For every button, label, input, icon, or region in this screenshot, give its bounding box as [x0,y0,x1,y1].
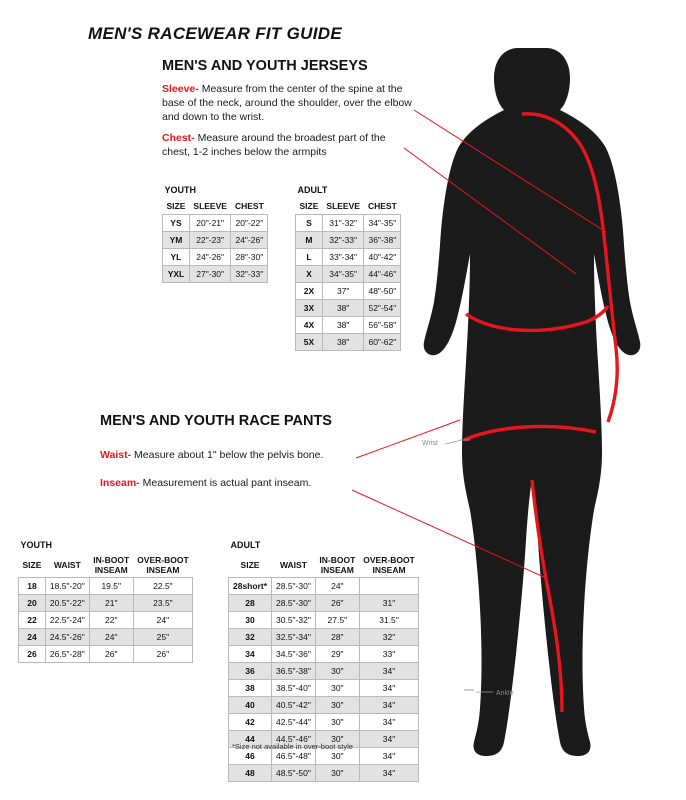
table-cell: 22"-23" [189,232,231,249]
table-cell: 31" [359,595,418,612]
table-column-header: OVER-BOOT INSEAM [363,555,415,575]
jerseys-section-title: MEN'S AND YOUTH JERSEYS [162,58,368,74]
note-inseam [100,476,390,490]
table-row [229,578,419,595]
note-chest-text: Measure around the broadest part of the chest, 1-2 inches below the armpits [162,132,386,158]
table-row [229,697,419,714]
table-cell: 22.5"-24" [45,612,89,629]
note-waist-keyword: Waist- [100,449,132,461]
table-cell-size: L [296,249,323,266]
table-cell: 31"-32" [322,215,364,232]
note-sleeve [162,82,422,124]
table-cell: 34"-35" [364,215,401,232]
table-cell-size: 36 [229,663,272,680]
callout-label-ankle: Ankle [496,690,514,697]
table-cell: 18.5"-20" [45,578,89,595]
table-column-header: OVER-BOOT INSEAM [137,555,189,575]
table-row [163,249,268,266]
table-row [229,612,419,629]
table-column-header: SIZE [22,560,42,570]
table-cell: 32"-33" [231,266,268,283]
table-row [229,680,419,697]
note-chest [162,131,410,159]
table-group-label: ADULT [230,540,261,550]
table-cell: 60"-62" [364,334,401,351]
table-row [163,215,268,232]
table-cell: 36"-38" [364,232,401,249]
table-row [296,300,401,317]
table-column-header: WAIST [53,560,81,570]
table-cell-size: 46 [229,748,272,765]
table-cell: 30" [315,748,359,765]
table-cell-size: M [296,232,323,249]
table-cell-size: 26 [19,646,46,663]
table-column-header: IN-BOOT INSEAM [93,555,130,575]
table-cell-size: YS [163,215,190,232]
table-group-label: YOUTH [164,185,196,195]
table-cell-size: 24 [19,629,46,646]
table-cell: 42.5"-44" [272,714,316,731]
table-cell: 26" [133,646,192,663]
note-sleeve-keyword: Sleeve- [162,83,199,95]
table-cell: 26.5"-28" [45,646,89,663]
table-cell: 27"-30" [189,266,231,283]
table-cell: 38" [322,300,364,317]
table-cell: 40"-42" [364,249,401,266]
table-cell: 33" [359,646,418,663]
table-cell: 34" [359,714,418,731]
table-row [296,317,401,334]
table-cell: 30" [315,765,359,782]
table-row [296,249,401,266]
table-adult-jersey [295,182,401,351]
table-cell: 28" [315,629,359,646]
table-cell: 46.5"-48" [272,748,316,765]
note-waist [100,448,390,462]
table-cell: 25" [133,629,192,646]
table-cell: 38" [322,317,364,334]
table-cell: 37" [322,283,364,300]
table-group-label: YOUTH [20,540,52,550]
note-inseam-text: Measurement is actual pant inseam. [139,477,312,489]
pants-section-title: MEN'S AND YOUTH RACE PANTS [100,413,332,429]
table-cell: 32.5"-34" [272,629,316,646]
table-cell: 34.5"-36" [272,646,316,663]
table-cell: 20.5"-22" [45,595,89,612]
table-column-header: CHEST [234,201,264,211]
table-row [296,283,401,300]
table-cell-size: 20 [19,595,46,612]
table-row [19,612,193,629]
table-cell: 24" [133,612,192,629]
table-cell: 48"-50" [364,283,401,300]
table-cell: 44"-46" [364,266,401,283]
table-row [229,765,419,782]
table-cell: 20"-21" [189,215,231,232]
table-cell: 24.5"-26" [45,629,89,646]
table-cell-size: 40 [229,697,272,714]
note-inseam-keyword: Inseam- [100,477,140,489]
table-cell: 44.5"-46" [272,731,316,748]
note-waist-text: Measure about 1" below the pelvis bone. [131,449,324,461]
table-cell-size: YXL [163,266,190,283]
table-row [296,334,401,351]
table-cell: 34" [359,765,418,782]
table-cell: 32"-33" [322,232,364,249]
table-cell: 31.5" [359,612,418,629]
table-cell: 27.5" [315,612,359,629]
table-cell: 34" [359,697,418,714]
table-column-header: SIZE [166,201,186,211]
table-cell: 34" [359,748,418,765]
table-cell: 30" [315,731,359,748]
table-cell: 34"-35" [322,266,364,283]
table-cell-size: 38 [229,680,272,697]
table-cell: 26" [315,595,359,612]
table-cell-size: 32 [229,629,272,646]
table-cell-size: S [296,215,323,232]
table-cell: 28.5"-30" [272,578,316,595]
note-sleeve-text: Measure from the center of the spine at the base of the neck, around the shoulder, over the elbow and down to the wrist. [162,83,412,123]
table-cell-size: YL [163,249,190,266]
table-cell-size: 3X [296,300,323,317]
table-column-header: SIZE [240,560,260,570]
table-cell: 30" [315,697,359,714]
table-cell: 24"-26" [189,249,231,266]
table-row [296,215,401,232]
table-cell: 33"-34" [322,249,364,266]
table-column-header: CHEST [367,201,397,211]
table-group-label: ADULT [297,185,328,195]
table-cell: 24"-26" [231,232,268,249]
table-cell: 34" [359,731,418,748]
table-cell: 19.5" [89,578,133,595]
table-cell: 28"-30" [231,249,268,266]
page-title: MEN'S RACEWEAR FIT GUIDE [88,24,342,43]
table-cell: 21" [89,595,133,612]
table-youth-jersey [162,182,268,283]
table-cell: 36.5"-38" [272,663,316,680]
table-column-header: SIZE [299,201,319,211]
table-column-header: SLEEVE [326,201,360,211]
table-row [19,578,193,595]
table-cell: 30" [315,663,359,680]
table-cell: 30.5"-32" [272,612,316,629]
table-cell: 56"-58" [364,317,401,334]
table-cell-size: 18 [19,578,46,595]
table-cell: 29" [315,646,359,663]
table-cell-size: 48 [229,765,272,782]
table-cell: 30" [315,680,359,697]
table-cell-size: 2X [296,283,323,300]
table-row [163,232,268,249]
table-cell: 34" [359,680,418,697]
table-cell-size: 4X [296,317,323,334]
table-cell: 38.5"-40" [272,680,316,697]
table-row [296,232,401,249]
table-cell-size: 28 [229,595,272,612]
table-cell-size: 44 [229,731,272,748]
table-row [163,266,268,283]
table-row [229,714,419,731]
table-row [229,646,419,663]
table-column-header: SLEEVE [193,201,227,211]
table-cell-size: YM [163,232,190,249]
table-youth-pants [18,537,193,663]
table-cell-size: 34 [229,646,272,663]
table-row [296,266,401,283]
table-cell-size: 5X [296,334,323,351]
table-row [229,629,419,646]
table-cell: 40.5"-42" [272,697,316,714]
table-cell-size: 42 [229,714,272,731]
footnote: *Size not available in over-boot style [232,742,353,751]
table-cell: 32" [359,629,418,646]
table-cell: 34" [359,663,418,680]
table-cell-size: 22 [19,612,46,629]
table-row [19,646,193,663]
note-chest-keyword: Chest- [162,132,195,144]
table-cell: 30" [315,714,359,731]
table-row [19,629,193,646]
table-cell [359,578,418,595]
table-cell: 24" [315,578,359,595]
table-cell: 28.5"-30" [272,595,316,612]
table-cell: 23.5" [133,595,192,612]
table-cell: 48.5"-50" [272,765,316,782]
table-row [229,595,419,612]
table-column-header: IN-BOOT INSEAM [319,555,356,575]
table-row [19,595,193,612]
table-cell: 26" [89,646,133,663]
table-cell: 22" [89,612,133,629]
table-cell-size: 30 [229,612,272,629]
table-cell-size: 28short* [229,578,272,595]
table-cell: 20"-22" [231,215,268,232]
table-cell: 24" [89,629,133,646]
table-cell-size: X [296,266,323,283]
callout-label-wrist: Wrist [422,440,438,447]
table-cell: 52"-54" [364,300,401,317]
table-column-header: WAIST [279,560,307,570]
table-row [229,663,419,680]
table-cell: 38" [322,334,364,351]
table-cell: 22.5" [133,578,192,595]
